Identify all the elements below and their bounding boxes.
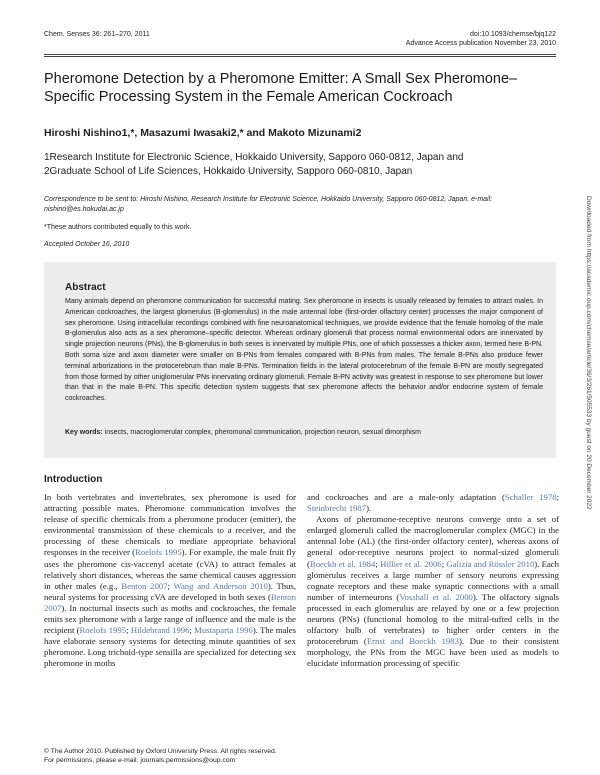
keywords-list: insects, macroglomerular complex, pheromonal communication, projection neuron, sexual dimorphism: [104, 429, 421, 436]
copyright: © The Author 2010. Published by Oxford University Press. All rights reserved.: [44, 748, 277, 755]
header-rule-top: [44, 54, 556, 55]
doi-info: [406, 30, 556, 48]
affiliation-1: 1Research Institute for Electronic Science, Hokkaido University, Sapporo 060-0812, Japan and: [44, 152, 464, 163]
citation-link[interactable]: Schaller 1978: [504, 492, 557, 502]
affiliation-2: 2Graduate School of Life Sciences, Hokkaido University, Sapporo 060-0810, Japan: [44, 166, 413, 177]
advance-access: Advance Access publication November 23, 2010: [405, 40, 556, 47]
citation-link[interactable]: Hildebrand 1996: [130, 625, 190, 636]
journal-citation: Chem. Senses 36: 261–270, 2011: [44, 31, 150, 38]
citation-link[interactable]: Vosshall et al. 2000: [399, 591, 473, 602]
download-watermark: Downloaded from https://academic.oup.com/chemse/article/36/3/261/505533 by guest on 20 December 2022: [585, 196, 592, 510]
citation-link[interactable]: Benton 2007: [44, 591, 296, 613]
citation-link[interactable]: Wang and Anderson 2010: [173, 580, 268, 591]
copyright-footer: [44, 747, 277, 765]
permissions-email: For permissions, please e-mail: journals.permissions@oup.com: [44, 757, 236, 764]
article-title: Pheromone Detection by a Pheromone Emitter: A Small Sex Pheromone–Specific Processing System in the Female American Cockroach: [44, 71, 518, 105]
abstract-text: Many animals depend on pheromone communication for successful mating. Sex pheromone in insects is usually released by females to attract males. In American cockroaches, the largest glomerulus (B-glomerulus) in the male antennal lobe (first-order olfactory center) processes the major component of sex pheromone. Using intracellular recordings combined with fine neuroanatomical techniques, we provide evidence that the female homolog of the male B-glomerulus also acts as a sex pheromone–specific detector. Whereas ordinary glomeruli that process normal environmental odors are innervated by single projection neurons (PNs), the B-glomerulus in both sexes is innervated by multiple PNs, one of which possesses a thicker axon, termed here B-PN. Both soma size and axon diameter were smaller on B-PNs from females compared with B-PNs from males. The female B-PNs also produce fewer terminal arborizations in the protocerebrum than male B-PNs. Termination fields in the lateral protocerebrum of the female B-PN are mostly segregated from those formed by other uniglomerular PNs innervating ordinary glomeruli. Female B-PN activity was greatest in response to sex pheromone but lower than that in the male B-PN. This specific detection system suggests that sex pheromone affects the behavior and/or endocrine system of female cockroaches.: [65, 298, 543, 403]
author-list: Hiroshi Nishino1,*, Masazumi Iwasaki2,* and Makoto Mizunami2: [44, 127, 362, 139]
intro-column-right: [307, 492, 559, 670]
citation-link[interactable]: Mustaparta 1996: [194, 625, 253, 636]
accepted-date: Accepted October 16, 2010: [44, 241, 130, 248]
citation-link[interactable]: Hillier et al. 2006: [380, 558, 442, 569]
header-rule-bottom: [44, 56, 556, 57]
citation-link[interactable]: Roelofs 1995: [79, 625, 127, 636]
correspondence: Correspondence to be sent to: Hiroshi Nishino, Research Institute for Electronic Science, Hokkaido University, Sapporo 060-0812, Japan. e-mail: nishino@es.hokudai.ac.jp: [44, 196, 493, 213]
section-heading-introduction: Introduction: [44, 474, 103, 485]
equal-contribution-note: *These authors contributed equally to this work.: [44, 224, 192, 231]
keywords: [65, 428, 543, 438]
intro-paragraph-2: Axons of pheromone-receptive neurons converge onto a set of enlarged glomeruli called the macroglomerular complex (MGC) in the antennal lobe (AL) (the first-order olfactory center), whereas axons of general odor-receptive neurons project to normal-sized glomeruli (Boeckh et al. 1984; Hillier et al. 2006; Galizia and Rössler 2010). Each glomerulus receives a large number of sensory neurons expressing cognate receptors and these make synaptic connections with a small number of interneurons (Vosshall et al. 2000). The olfactory signals processed in each glomerulus are relayed by one or a few projection neurons (PNs) (functional homolog to the mitral-tufted cells in the olfactory bulb of vertebrates) to higher order centers in the protocerebrum (Ernst and Boeckh 1983). Due to their consistent morphology, the PNs from the MGC have been used as models to elucidate information processing of specific: [307, 514, 560, 669]
intro-paragraph-1: In both vertebrates and invertebrates, sex pheromone is used for attracting possible mates. Pheromone communication involves the release of specific chemicals from a pheromone producer (emitter), the environmental transmission of these chemicals to a receiver, and the processing of these chemicals to mediate appropriate behavioral responses in the receiver (Roelofs 1995). For example, the male fruit fly uses the pheromone cis-vaccenyl acetate (cVA) to attract females at relatively short distances, whereas the same chemical causes aggression in other males (e.g., Benton 2007; Wang and Anderson 2010). Thus, neural systems for processing cVA are developed in both sexes (Benton 2007). In nocturnal insects such as moths and cockroaches, the female emits sex pheromone with a large range of influence and the male is the recipient (Roelofs 1995; Hildebrand 1996; Mustaparta 1996). The males have elaborate sensory systems for detecting minute quantities of sex pheromone. Long trichoid-type sensilla are specialized for detecting sex pheromone in moths: [44, 492, 296, 669]
citation-link[interactable]: Ernst and Boeckh 1983: [366, 636, 459, 647]
citation-link[interactable]: Galizia and Rössler 2010: [446, 558, 535, 569]
doi: doi:10.1093/chemse/bjq122: [469, 31, 556, 38]
citation-link[interactable]: Boeckh et al. 1984: [309, 558, 376, 569]
intro-paragraph-1-continued: and cockroaches and are a male-only adaptation (Schaller 1978; Steinbrecht 1987).: [307, 492, 559, 514]
affiliations: [44, 151, 464, 179]
citation-link[interactable]: Steinbrecht 1987: [307, 503, 367, 514]
citation-link[interactable]: Roelofs 1995: [135, 547, 182, 558]
citation-link[interactable]: Benton 2007: [121, 580, 168, 591]
keywords-label: Key words:: [65, 429, 103, 436]
abstract-heading: Abstract: [65, 282, 106, 293]
intro-column-left: [44, 492, 296, 670]
